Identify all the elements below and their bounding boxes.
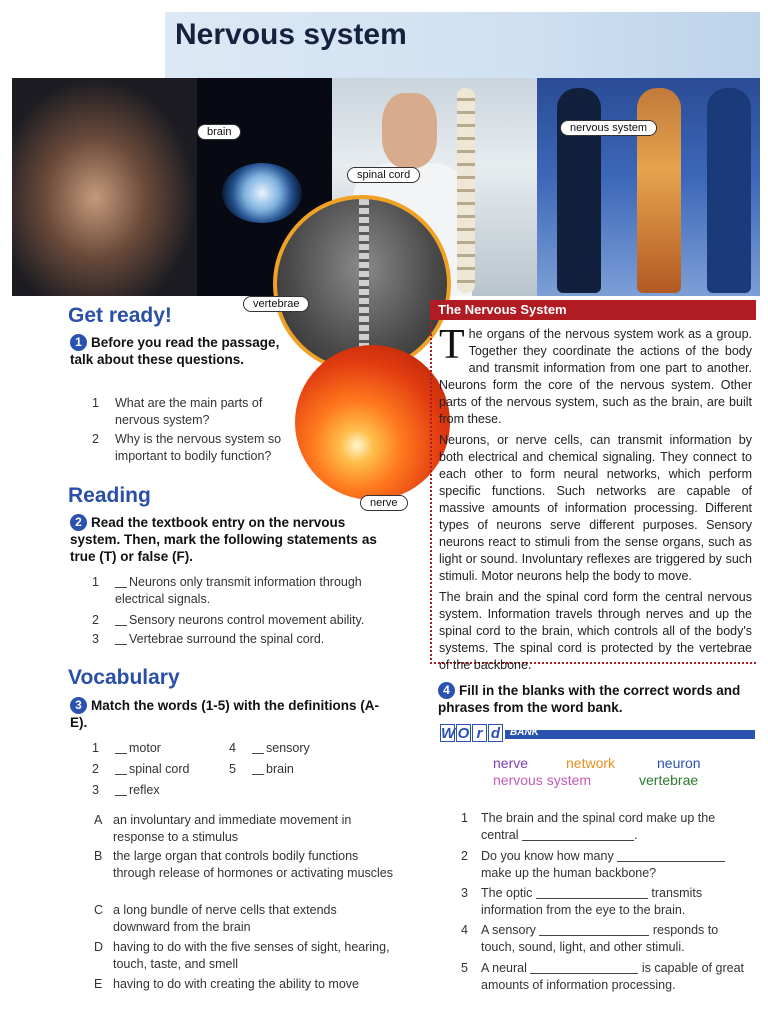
doctor-face — [382, 93, 437, 168]
vertebrae-label: vertebrae — [243, 296, 309, 312]
answer-blank[interactable] — [115, 625, 127, 626]
statement: 2 Sensory neurons control movement ability. — [92, 613, 365, 627]
nerve-label: nerve — [360, 495, 408, 511]
question: 1 What are the main parts of nervous system? — [92, 396, 263, 427]
vocab-word: 3 reflex — [92, 783, 160, 797]
article-paragraph: The brain and the spinal cord form the central nervous system. Information travels through nerves and up the spinal cord to the brain, which controls all of the body's systems. The spinal cord is protected by the vertebrae of the backbone. — [439, 590, 752, 672]
word-bank-logo: W O r d — [440, 724, 504, 742]
word-bank-word: network — [566, 755, 616, 771]
fill-blank-item: 1 The brain and the spinal cord make up the central . — [461, 811, 716, 842]
answer-blank[interactable] — [536, 898, 648, 899]
nervous-system-label: nervous system — [560, 120, 657, 136]
definition: D having to do with the five senses of sight, hearing, touch, taste, and smell — [94, 940, 390, 971]
definition: A an involuntary and immediate movement in response to a stimulus — [94, 813, 352, 844]
answer-blank[interactable] — [539, 935, 649, 936]
word-bank-word: nervous system — [493, 772, 592, 788]
word-bank-bar — [505, 730, 755, 739]
fill-blank-item: 3 The optic transmits information from the eye to the brain. — [461, 886, 703, 917]
answer-blank[interactable] — [617, 861, 725, 862]
scanner-photo — [12, 78, 197, 296]
fill-blank-item: 2 Do you know how many make up the human backbone? — [461, 848, 746, 882]
exercise-number: 1 — [70, 334, 87, 351]
spinal-cord-label: spinal cord — [347, 167, 420, 183]
article-paragraph: The organs of the nervous system work as a group. Together they coordinate the actions of the body and transmit information from one part to another. Neurons form the core of the nervous system. Other parts of the nervous system, such as the brain, are built from these. — [439, 322, 752, 426]
exercise-number: 2 — [70, 514, 87, 531]
answer-blank[interactable] — [522, 840, 634, 841]
word-bank-word: nerve — [493, 755, 529, 771]
statement: 1 Neurons only transmit information through electrical signals. — [92, 575, 362, 606]
answer-blank[interactable] — [115, 587, 127, 588]
statement: 3 Vertebrae surround the spinal cord. — [92, 632, 325, 646]
answer-blank[interactable] — [115, 795, 127, 796]
body-silhouette — [707, 88, 751, 293]
answer-blank[interactable] — [252, 774, 264, 775]
fill-blanks-instruction: 4 Fill in the blanks with the correct words and phrases from the word bank. — [438, 683, 741, 715]
exercise-number: 3 — [70, 697, 87, 714]
vocab-word: 5 brain — [229, 762, 294, 776]
article-title: The Nervous System — [430, 300, 756, 320]
answer-blank[interactable] — [530, 973, 638, 974]
word-bank-word: neuron — [657, 755, 701, 771]
reading-heading: Reading — [68, 484, 151, 507]
body-silhouette — [557, 88, 601, 293]
word-bank-word: vertebrae — [639, 772, 699, 788]
mri-scan-image — [222, 163, 302, 223]
body-nervous-system-figure — [637, 88, 681, 293]
answer-blank[interactable] — [252, 753, 264, 754]
drop-cap: T — [439, 322, 465, 368]
get-ready-instruction: 1 Before you read the passage, talk about these questions. — [70, 335, 280, 367]
answer-blank[interactable] — [115, 774, 127, 775]
answer-blank[interactable] — [115, 753, 127, 754]
answer-blank[interactable] — [115, 644, 127, 645]
article-paragraph: Neurons, or nerve cells, can transmit information by both electrical and chemical signaling. They connect to each other to form neural networks, which perform specific functions. Such networks are capable of massive amounts of information processing. Different types of neurons serve different purposes. Sensory neurons react to stimuli from the sense organs, such as light or sound. Involuntary reflexes are triggered by such stimuli. Motor neurons help the body to move. — [439, 433, 752, 583]
brain-label: brain — [197, 124, 241, 140]
exercise-number: 4 — [438, 682, 455, 699]
definition: B the large organ that controls bodily functions through release of hormones or activating muscles — [94, 849, 394, 880]
fill-blank-item: 5 A neural is capable of great amounts of information processing. — [461, 961, 744, 992]
vocab-word: 1 motor — [92, 741, 161, 755]
vocab-word: 4 sensory — [229, 741, 310, 755]
get-ready-heading: Get ready! — [68, 304, 172, 327]
spine-model — [457, 88, 475, 293]
vocabulary-heading: Vocabulary — [68, 666, 180, 689]
question: 2 Why is the nervous system so important to bodily function? — [92, 432, 282, 463]
reading-instruction: 2 Read the textbook entry on the nervous system. Then, mark the following statements as true (T) or false (F). — [70, 515, 377, 564]
definition: C a long bundle of nerve cells that extends downward from the brain — [94, 903, 337, 934]
vocab-word: 2 spinal cord — [92, 762, 190, 776]
vocabulary-instruction: 3 Match the words (1-5) with the definitions (A-E). — [70, 698, 379, 730]
word-bank-label: BANK — [510, 727, 539, 738]
nerve-photo — [295, 345, 450, 500]
page-title: Nervous system — [175, 18, 407, 51]
fill-blank-item: 4 A sensory responds to touch, sound, light, and other stimuli. — [461, 923, 719, 954]
definition: E having to do with creating the ability to move — [94, 977, 359, 991]
article-body — [430, 322, 756, 672]
nervous-system-photo — [537, 78, 760, 296]
